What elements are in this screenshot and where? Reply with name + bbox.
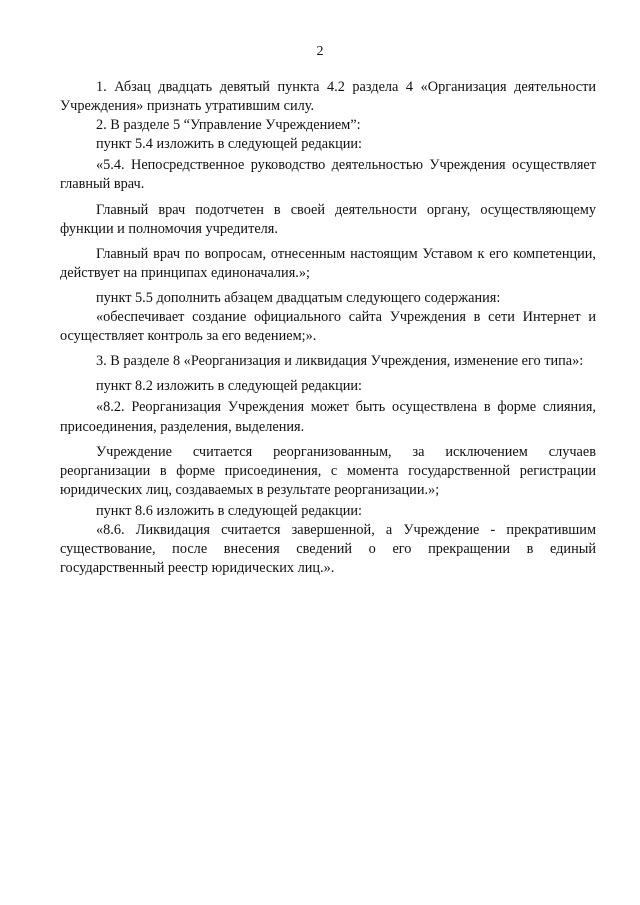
document-body: [60, 78, 596, 578]
paragraph-item-1: 1. Абзац двадцать девятый пункта 4.2 раздела 4 «Организация деятельности Учреждения» признать утратившим силу.: [60, 79, 596, 115]
paragraph-point-8-6-intro: пункт 8.6 изложить в следующей редакции:: [96, 502, 363, 519]
paragraph-point-5-4: «5.4. Непосредственное руководство деятельностью Учреждения осуществляет главный врач.: [60, 157, 596, 193]
paragraph-point-5-5: пункт 5.5 дополнить абзацем двадцатым следующего содержания:: [96, 289, 501, 306]
paragraph-item-2: 2. В разделе 5 “Управление Учреждением”:: [96, 117, 361, 134]
paragraph-item-3-section-8: 3. В разделе 8 «Реорганизация и ликвидация Учреждения, изменение его типа»:: [96, 353, 584, 370]
paragraph-website: «обеспечивает создание официального сайта Учреждения в сети Интернет и осуществляет контроль за его ведением;».: [60, 309, 596, 345]
paragraph-point-8-2: «8.2. Реорганизация Учреждения может быть осуществлена в форме слияния, присоединения, разделения, выделения.: [60, 399, 596, 435]
paragraph-point-8-2-intro: пункт 8.2 изложить в следующей редакции:: [96, 378, 363, 395]
paragraph-reorganized: Учреждение считается реорганизованным, за исключением случаев реорганизации в форме присоединения, с момента государственной регистрации юридических лиц, создаваемых в результате реорганизации.»;: [60, 443, 596, 498]
paragraph-item-3: пункт 5.4 изложить в следующей редакции:: [96, 136, 363, 153]
paragraph-chief-competence: Главный врач по вопросам, отнесенным настоящим Уставом к его компетенции, действует на принципах единоначалия.»;: [60, 245, 596, 281]
page-number: 2: [316, 44, 324, 59]
paragraph-chief-accountable: Главный врач подотчетен в своей деятельности органу, осуществляющему функции и полномочия учредителя.: [60, 201, 596, 237]
paragraph-point-8-6: «8.6. Ликвидация считается завершенной, а Учреждение - прекратившим существование, после внесения сведений о его прекращении в единый государственный реестр юридических лиц.».: [60, 521, 596, 577]
